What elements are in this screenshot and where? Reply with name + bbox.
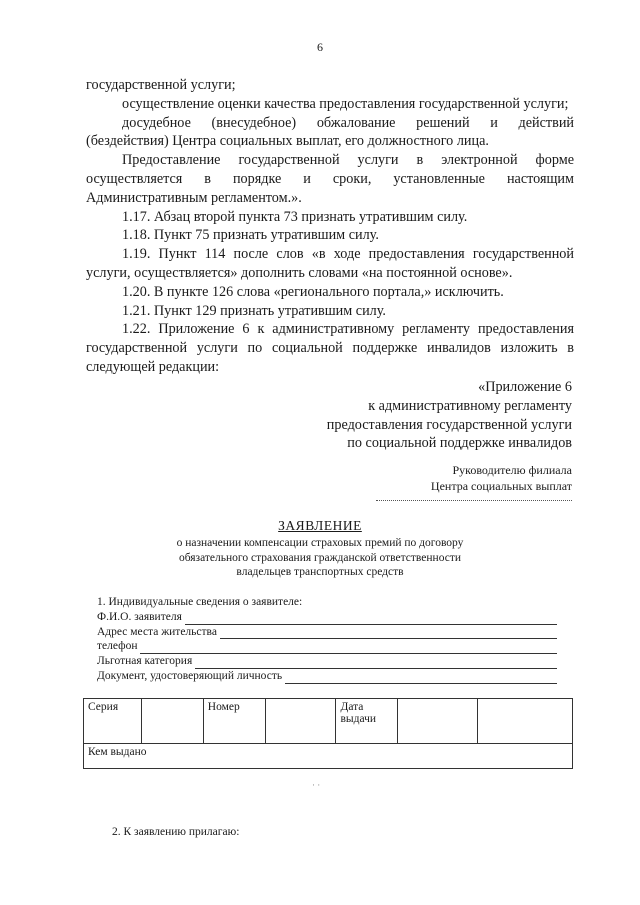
category-input-line[interactable] — [195, 658, 557, 669]
form-title: ЗАЯВЛЕНИЕ — [278, 518, 362, 533]
field-label: телефон — [97, 640, 138, 653]
field-label: Документ, удостоверяющий личность — [97, 669, 283, 682]
paragraph: досудебное (внесудебное) обжалование решений и действий (бездействия) Центра социальных выплат, его должностного лица. — [86, 114, 574, 150]
field-label: Ф.И.О. заявителя — [97, 610, 182, 623]
applicant-form — [97, 595, 557, 684]
series-value-cell[interactable] — [141, 699, 203, 744]
body-text — [86, 76, 574, 377]
appendix-line: по социальной поддержке инвалидов — [347, 435, 572, 452]
appendix-header — [327, 378, 572, 453]
scan-mark: · · — [312, 780, 321, 790]
addressee-signature-line — [376, 500, 572, 501]
identity-document-table — [83, 698, 573, 769]
paragraph: 1.18. Пункт 75 признать утратившим силу. — [122, 227, 379, 244]
appendix-line: к административному регламенту — [368, 397, 572, 414]
category-field[interactable] — [97, 654, 557, 669]
issued-by-cell[interactable]: Кем выдано — [84, 744, 573, 769]
paragraph: 1.19. Пункт 114 после слов «в ходе предоставления государственной услуги, осуществляется» дополнить словами «на постоянной основе». — [86, 246, 574, 281]
address-field[interactable] — [97, 625, 557, 640]
field-label: Льготная категория — [97, 655, 193, 668]
paragraph: Предоставление государственной услуги в электронной форме осуществляется в порядке и сроки, установленные настоящим Административным регламентом.». — [86, 152, 574, 206]
series-label-cell: Серия — [84, 699, 142, 744]
form-section-heading: 1. Индивидуальные сведения о заявителе: — [97, 596, 303, 608]
paragraph: 1.17. Абзац второй пункта 73 признать утратившим силу. — [122, 208, 468, 225]
phone-field[interactable] — [97, 639, 557, 654]
paragraph: осуществление оценки качества предоставления государственной услуги; — [122, 95, 569, 112]
addressee-line: Руководителю филиала — [452, 463, 572, 477]
subtitle-line: обязательного страхования гражданской ответственности — [178, 551, 462, 564]
paragraph: 1.22. Приложение 6 к административному регламенту предоставления государственной услуги по социальной поддержке инвалидов изложить в следующей редакции: — [86, 321, 574, 375]
field-label: Адрес места жительства — [97, 625, 217, 638]
addressee-block — [431, 462, 572, 494]
subtitle-line: владельцев транспортных средств — [236, 566, 404, 579]
paragraph: 1.20. В пункте 126 слова «регионального портала,» исключить. — [122, 283, 504, 300]
form-subtitle — [0, 536, 640, 580]
number-value-cell[interactable] — [265, 699, 336, 744]
paragraph: 1.21. Пункт 129 признать утратившим силу. — [122, 302, 386, 319]
appendix-line: предоставления государственной услуги — [326, 416, 572, 433]
paragraph: государственной услуги; — [86, 77, 236, 93]
appendix-line: «Приложение 6 — [478, 379, 572, 395]
document-field[interactable] — [97, 669, 557, 684]
phone-input-line[interactable] — [140, 643, 557, 654]
address-input-line[interactable] — [220, 628, 557, 639]
addressee-line: Центра социальных выплат — [430, 479, 572, 493]
issue-date-label-cell: Дата выдачи — [336, 699, 398, 744]
table-spare-cell[interactable] — [478, 699, 573, 744]
document-input-line[interactable] — [285, 673, 557, 684]
attachment-heading: 2. К заявлению прилагаю: — [112, 826, 240, 838]
number-label-cell: Номер — [203, 699, 265, 744]
issue-date-value-cell[interactable] — [398, 699, 478, 744]
page-number: 6 — [317, 40, 323, 54]
fio-field[interactable] — [97, 610, 557, 625]
fio-input-line[interactable] — [185, 614, 557, 625]
subtitle-line: о назначении компенсации страховых премий по договору — [176, 537, 464, 549]
